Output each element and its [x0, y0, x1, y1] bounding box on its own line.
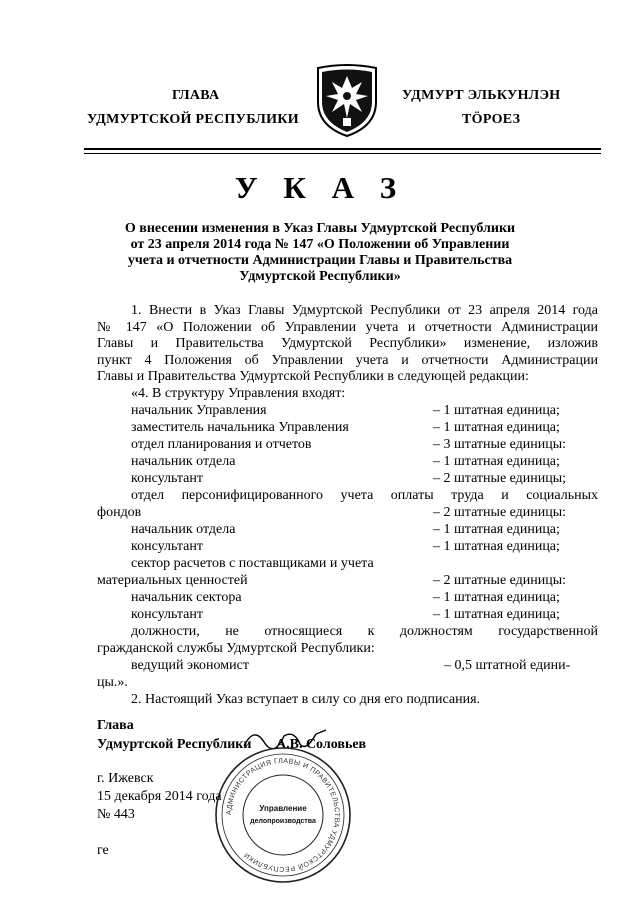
coat-of-arms-icon — [312, 62, 382, 138]
paragraph-line: пункт 4 Положения об Управлении учета и отчетности Администрации — [97, 352, 598, 368]
header-rule-thin — [84, 153, 601, 154]
subtitle-line: Удмуртской Республики» — [239, 269, 401, 284]
row-value: – 1 штатная единица; — [433, 522, 560, 537]
dept2-line1: отдел персонифицированного учета оплаты труда и социальных — [131, 488, 598, 503]
paragraph-1 — [97, 303, 598, 386]
row-value: – 1 штатная единица; — [433, 403, 560, 418]
row-value: – 2 штатные единицы: — [433, 573, 567, 588]
row-value: – 2 штатные единицы: — [433, 505, 567, 520]
header-left-line2: УДМУРТСКОЙ РЕСПУБЛИКИ — [87, 112, 299, 127]
subtitle-line: учета и отчетности Администрации Главы и Правительства — [127, 253, 513, 268]
header-right-line1: УДМУРТ ЭЛЬКУНЛЭН — [402, 88, 561, 103]
sector-line1: сектор расчетов с поставщиками и учета — [131, 556, 374, 571]
row-value: – 1 штатная единица; — [433, 539, 560, 554]
economist-cont: цы.». — [97, 675, 128, 690]
document-subtitle — [100, 221, 540, 285]
signature-title-line1: Глава — [97, 718, 134, 733]
header-rule-thick — [84, 148, 601, 150]
official-seal — [213, 745, 353, 885]
seal-center-line1: Управление — [259, 804, 307, 813]
row-value: – 3 штатные единицы: — [433, 437, 567, 452]
document-title: У К А З — [234, 170, 406, 205]
footer-city: г. Ижевск — [97, 771, 154, 786]
subtitle-line: от 23 апреля 2014 года № 147 «О Положении об Управлении — [130, 237, 510, 252]
row-label: консультант — [131, 607, 203, 622]
signature-title-line2: Удмуртской Республики — [97, 737, 252, 752]
header-left-line1: ГЛАВА — [172, 88, 220, 103]
row-value: – 1 штатная единица; — [433, 590, 560, 605]
row-label: начальник Управления — [131, 403, 267, 418]
footer-date: 15 декабря 2014 года — [97, 789, 222, 804]
row-label: начальник отдела — [131, 522, 236, 537]
seal-center-line2: делопроизводства — [250, 818, 316, 825]
paragraph-line: 1. Внести в Указ Главы Удмуртской Республики от 23 апреля 2014 года — [131, 303, 598, 318]
seal-ring-text: АДМИНИСТРАЦИЯ ГЛАВЫ И ПРАВИТЕЛЬСТВА УДМУРТСКОЙ РЕСПУБЛИКИ — [225, 757, 341, 873]
structure-intro: «4. В структуру Управления входят: — [131, 386, 346, 401]
economist-value: – 0,5 штатной едини- — [444, 658, 571, 673]
non-gov-line2: гражданской службы Удмуртской Республики: — [97, 641, 375, 656]
sector-line2: материальных ценностей — [97, 573, 248, 588]
row-value: – 1 штатная единица; — [433, 607, 560, 622]
row-value: – 1 штатная единица; — [433, 420, 560, 435]
row-value: – 1 штатная единица; — [433, 454, 560, 469]
footer-number: № 443 — [97, 807, 135, 822]
signatory-name: А.В. Соловьев — [276, 737, 367, 752]
economist-label: ведущий экономист — [131, 658, 249, 673]
subtitle-line: О внесении изменения в Указ Главы Удмуртской Республики — [124, 221, 516, 236]
paragraph-line: № 147 «О Положении об Управлении учета и отчетности Администрации — [97, 319, 598, 335]
row-label: начальник сектора — [131, 590, 242, 605]
row-label: заместитель начальника Управления — [131, 420, 349, 435]
row-label: консультант — [131, 539, 203, 554]
row-label: начальник отдела — [131, 454, 236, 469]
row-label: консультант — [131, 471, 203, 486]
paragraph-line: Главы и Правительства Удмуртской Республики» изменение, изложив — [97, 336, 598, 352]
paragraph-line: Главы и Правительства Удмуртской Республики в следующей редакции: — [97, 369, 529, 385]
footer-initials: ге — [97, 843, 109, 858]
non-gov-line1: должности, не относящиеся к должностям государственной — [131, 624, 598, 639]
row-label: отдел планирования и отчетов — [131, 437, 312, 452]
paragraph-2: 2. Настоящий Указ вступает в силу со дня его подписания. — [131, 692, 481, 707]
dept2-line2: фондов — [97, 505, 142, 520]
header-right-line2: ТӦРОЕЗ — [462, 112, 521, 127]
row-value: – 2 штатные единицы; — [433, 471, 567, 486]
